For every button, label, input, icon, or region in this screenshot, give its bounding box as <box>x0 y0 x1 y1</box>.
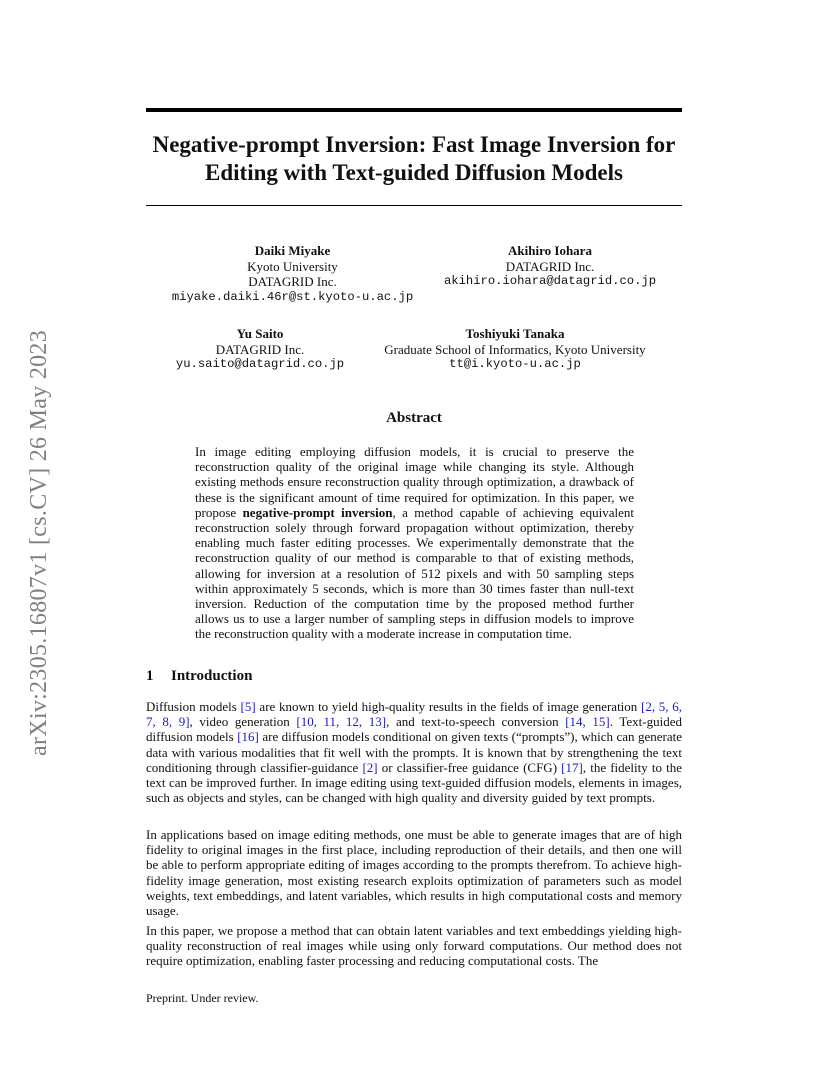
abstract-method-name: negative-prompt inversion <box>242 504 393 520</box>
abstract-text <box>195 444 634 642</box>
citation-link[interactable]: [16] <box>237 729 259 745</box>
author-email: yu.saito@datagrid.co.jp <box>175 357 345 371</box>
author-name: Toshiyuki Tanaka <box>465 326 565 341</box>
text-run: are diffusion models conditional on given texts (“prompts”), which can generate data with various modalities that fit well with the prompts. It is known that by strengthening the text conditioning through classifier-guidance <box>146 729 682 775</box>
citation-link[interactable]: [14, 15] <box>565 714 610 730</box>
citation-link[interactable]: [10, 11, 12, 13] <box>296 714 387 730</box>
abstract-text-part: , a method capable of achieving equivalent reconstruction solely through forward propagation without optimization, thereby enabling much faster editing processes. We experimentally demonstrate that the reconstruction quality of our method is comparable to that of existing methods, allowing for inversion at a resolution of 512 pixels and with 50 sampling steps within approximately 5 seconds, which is more than 30 times faster than null-text inversion. Reduction of the computation time by the proposed method further allows us to use a larger number of sampling steps in diffusion models to improve the reconstruction quality with a moderate increase in computation time. <box>195 504 634 642</box>
citation-link[interactable]: [2] <box>362 759 378 775</box>
intro-paragraph-1 <box>146 699 682 805</box>
section-title: Introduction <box>171 668 253 684</box>
text-run: , and text-to-speech conversion <box>386 714 566 730</box>
abstract-heading: Abstract <box>386 410 442 426</box>
author-email: miyake.daiki.46r@st.kyoto-u.ac.jp <box>171 289 414 304</box>
author-block-saito <box>165 326 355 373</box>
abstract-text-part: In image editing employing diffusion models, it is crucial to preserve the reconstruction quality of the original image while changing its style. Although existing methods ensure reconstruction quality through optimization, a drawback of these is the significant amount of time required for optimization. In this paper, we propose <box>195 444 634 520</box>
text-run: , video generation <box>189 714 297 730</box>
author-name: Akihiro Iohara <box>508 243 592 258</box>
citation-link[interactable]: [17] <box>561 759 583 775</box>
intro-paragraph-3: In this paper, we propose a method that can obtain latent variables and text embeddings yielding high-quality reconstruction of real images while using only forward computations. Our method does not require optimization, enabling faster processing and reducing computational costs. The <box>146 923 682 969</box>
author-name: Yu Saito <box>236 326 284 341</box>
text-run: . Text-guided diffusion models <box>146 714 682 745</box>
title-top-rule <box>146 108 682 112</box>
author-email: akihiro.iohara@datagrid.co.jp <box>443 274 657 288</box>
author-affiliation: DATAGRID Inc. <box>248 274 337 289</box>
author-affiliation: Kyoto University <box>247 258 338 274</box>
text-run: are known to yield high-quality results in the fields of image generation <box>255 699 641 714</box>
arxiv-identifier-stamp: arXiv:2305.16807v1 [cs.CV] 26 May 2023 <box>26 329 52 756</box>
section-number: 1 <box>146 668 154 684</box>
text-run: , the fidelity to the text can be improved further. In image editing using text-guided diffusion models, elements in images, such as objects and styles, can be changed with high quality and diversity guided by text prompts. <box>146 759 683 806</box>
citation-link[interactable]: [5] <box>240 699 256 714</box>
author-name: Daiki Miyake <box>254 243 331 258</box>
author-block-tanaka <box>372 326 658 373</box>
author-block-iohara <box>410 243 690 290</box>
footer-note: Preprint. Under review. <box>146 991 259 1005</box>
text-run: Diffusion models <box>146 699 241 714</box>
author-affiliation: Graduate School of Informatics, Kyoto University <box>384 341 646 357</box>
text-run: or classifier-free guidance (CFG) <box>377 759 562 775</box>
title-bottom-rule <box>146 205 682 206</box>
citation-link[interactable]: [2, 5, 6, 7, 8, 9] <box>146 699 682 730</box>
author-email: tt@i.kyoto-u.ac.jp <box>449 357 581 371</box>
paper-title: Negative-prompt Inversion: Fast Image Inversion for Editing with Text-guided Diffusion Models <box>152 132 676 185</box>
intro-paragraph-2: In applications based on image editing methods, one must be able to generate images that are of high fidelity to original images in the first place, including reproduction of their details, and then one will be able to perform appropriate editing of images according to the prompts therefrom. To achieve high-fidelity image generation, most existing research exploits optimization of parameters such as model weights, text embeddings, and latent variables, which results in high computational costs and memory usage. <box>146 827 682 919</box>
author-block-miyake <box>165 243 420 305</box>
section-heading-introduction <box>146 668 252 685</box>
author-affiliation: DATAGRID Inc. <box>505 258 595 274</box>
author-affiliation: DATAGRID Inc. <box>215 341 305 357</box>
